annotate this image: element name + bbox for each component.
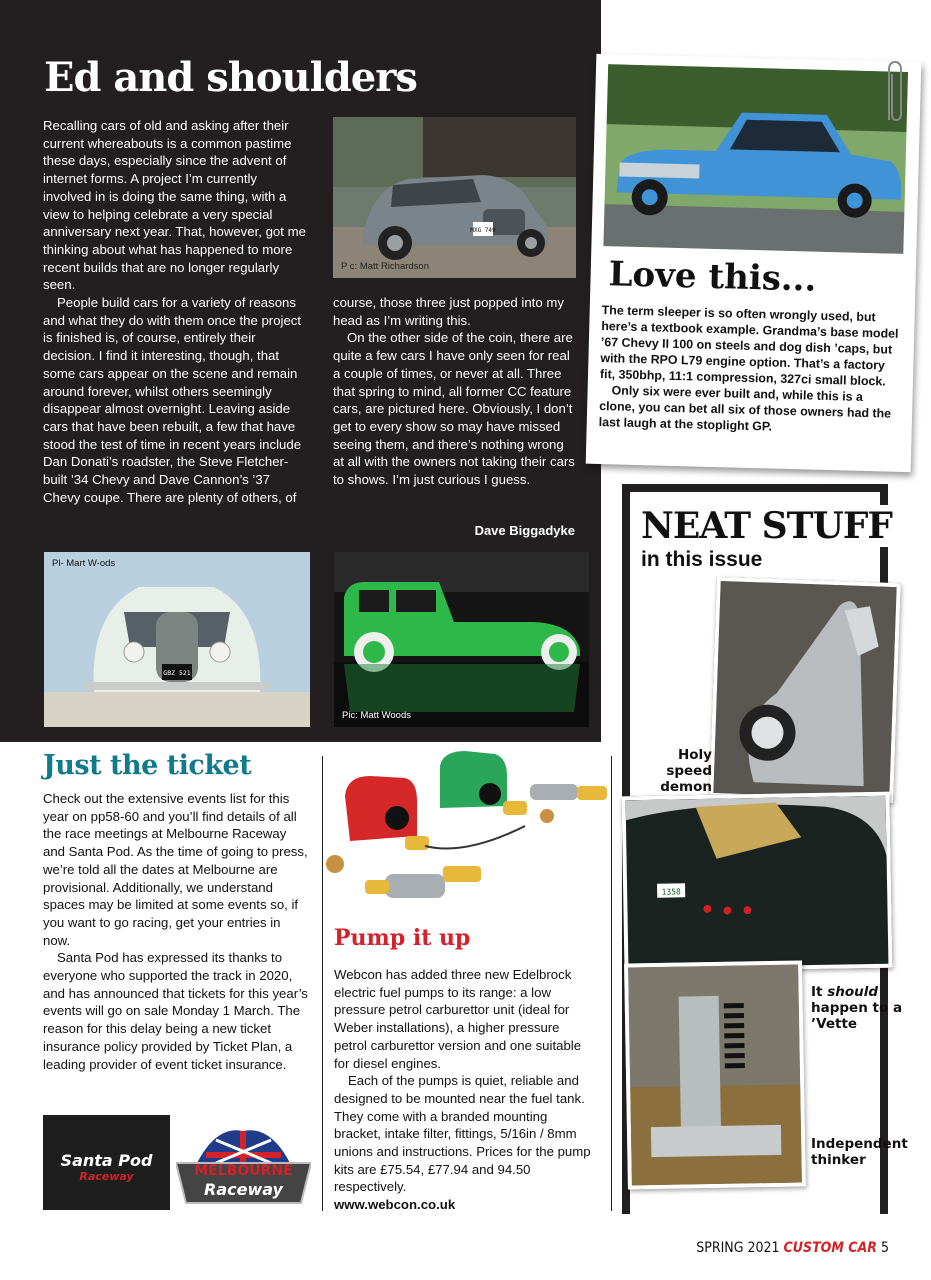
green-sedan-illustration xyxy=(334,552,589,727)
fuel-pumps-photo xyxy=(325,746,611,916)
main-article-column-1 xyxy=(43,117,308,506)
photo-credit: Pic: Matt Woods xyxy=(342,710,411,721)
paragraph: Santa Pod has expressed its thanks to everyone who supported the track in 2020, and has announced that tickets for this year’s events will go on sale Monday 1 March. The reason for this delay being a new ticket insurance policy provided by Ticket Plan, a leading provider of event ticket insurance. xyxy=(43,950,308,1072)
santa-pod-logo-line1: Santa Pod xyxy=(60,1151,153,1170)
paragraph: Only six were ever built and, while this is a clone, you can bet all six of those owners had the last laugh at the stoplight GP. xyxy=(598,383,892,434)
speed-demon-illustration xyxy=(713,581,896,799)
paragraph: course, those three just popped into my head as I’m writing this. xyxy=(333,295,564,328)
paragraph: Recalling cars of old and asking after their current whereabouts is a common pastime these days, especially since the advent of internet forms. A project I’m currently involved in is doing the same thing, with a view to helping celebrate a very special anniversary next year. That, however, got me thinking about what has happened to more recent builds that are no longer regularly seen. xyxy=(43,118,306,293)
paragraph: Webcon has added three new Edelbrock electric fuel pumps to its range: a low pressure petrol carburettor unit (ideal for Weber installations), a higher pressure petrol carburettor version and one suitable for diesel engines. xyxy=(334,967,582,1071)
pale-chevy-photo xyxy=(44,552,310,727)
footer-magazine: CUSTOM CAR xyxy=(783,1240,877,1256)
suspension-illustration xyxy=(628,965,802,1186)
page-footer xyxy=(696,1240,889,1256)
love-this-title: Love this... xyxy=(608,254,817,300)
chevy-ii-photo xyxy=(603,64,908,254)
caption-independent: Independent thinker xyxy=(811,1136,908,1168)
love-this-body xyxy=(599,302,902,438)
santa-pod-logo-line2: Raceway xyxy=(79,1170,134,1183)
photo-credit: P c: Matt Richardson xyxy=(341,261,430,272)
santa-pod-logo xyxy=(43,1115,170,1210)
chevy-ii-illustration xyxy=(603,64,908,254)
column-divider xyxy=(322,756,323,1211)
webcon-link[interactable]: www.webcon.co.uk xyxy=(334,1197,456,1213)
paragraph: The term sleeper is so often wrongly used, but here’s a textbook example. Grandma’s base model ’67 Chevy II 100 on steels and dog dish ’caps, but with the RPO L79 engine option. That’s a factory fit, 350bhp, 11:1 compression, 327ci small block. xyxy=(599,303,899,389)
caption-vette-post: happen to a ’Vette xyxy=(811,1000,903,1032)
paragraph: Check out the extensive events list for this year on pp58-60 and you’ll find details of all the race meetings at Melbourne Raceway and Santa Pod. As the time of going to press, we’re told all the dates at Melbourne are provisional. Additionally, we understand spaces may be limited at some events so, if you want to go racing, get your entries in now. xyxy=(43,791,308,948)
paragraph: Each of the pumps is quiet, reliable and designed to be mounted near the fuel tank. They come with a branded mounting bracket, intake filter, fittings, 5/16in / 8mm unions and instructions. Prices for the pump kits are £75.54, £77.94 and 94.50 respectively. xyxy=(334,1073,591,1195)
column-divider xyxy=(611,756,612,1211)
paperclip-icon xyxy=(883,58,905,128)
corvette-plate: 1358 xyxy=(661,887,681,897)
corvette-illustration xyxy=(626,796,889,969)
footer-issue: SPRING 2021 xyxy=(696,1240,780,1256)
pump-body xyxy=(334,966,596,1214)
caption-vette-pre: It xyxy=(811,984,828,1000)
suspension-photo xyxy=(624,960,806,1189)
grey-coupe-photo xyxy=(333,117,576,278)
ticket-heading: Just the ticket xyxy=(43,750,252,781)
pump-heading: Pump it up xyxy=(334,925,471,951)
grey-coupe-illustration xyxy=(333,117,576,278)
footer-page-number: 5 xyxy=(880,1240,889,1256)
main-article-column-2 xyxy=(333,294,576,489)
photo-credit: Pl- Mart W-ods xyxy=(52,558,116,569)
byline: Dave Biggadyke xyxy=(474,523,575,538)
ticket-body xyxy=(43,790,311,1073)
paragraph: On the other side of the coin, there are quite a few cars I have only seen for real a couple of times, or never at all. Three that spring to mind, all former CC feature cars, are pictured here. Obviously, I don’t get to every show so may have missed seeing them, and there’s nothing wrong at all with the owners not taking their cars to shows. I’m just curious I guess. xyxy=(333,330,575,488)
pale-chevy-plate: GBZ 521 xyxy=(163,669,191,677)
caption-speed-demon: Holy speed demon xyxy=(660,747,712,795)
fuel-pumps-illustration xyxy=(325,746,611,916)
caption-vette xyxy=(811,984,907,1032)
caption-vette-emphasis: should xyxy=(827,984,879,1000)
paragraph: People build cars for a variety of reasons and what they do with them once the project is finished is, of course, entirely their decision. I find it interesting, though, that some cars appear on the scene and remain around forever, whilst others seemingly disappear almost overnight. Leaving aside cars that have been rebuilt, a few that have stood the test of time in recent years include Dan Donati’s roadster, the Steve Fletcher-built ’34 Chevy and Dave Cannon’s ’37 Chevy coupe. There are plenty of others, of xyxy=(43,295,302,505)
neat-stuff-subtitle: in this issue xyxy=(641,548,763,571)
melbourne-logo-line1: MELBOURNE xyxy=(194,1163,293,1179)
corvette-photo xyxy=(621,792,892,973)
green-sedan-photo xyxy=(334,552,589,727)
melbourne-logo-line2: Raceway xyxy=(204,1180,283,1199)
pale-chevy-illustration xyxy=(44,552,310,727)
neat-stuff-title: NEAT STUFF xyxy=(641,505,896,547)
melbourne-raceway-logo xyxy=(176,1125,311,1207)
grey-coupe-plate: MXG 749 xyxy=(470,227,496,234)
speed-demon-photo xyxy=(709,577,901,803)
main-article-title: Ed and shoulders xyxy=(44,54,417,101)
love-this-note xyxy=(586,54,922,472)
